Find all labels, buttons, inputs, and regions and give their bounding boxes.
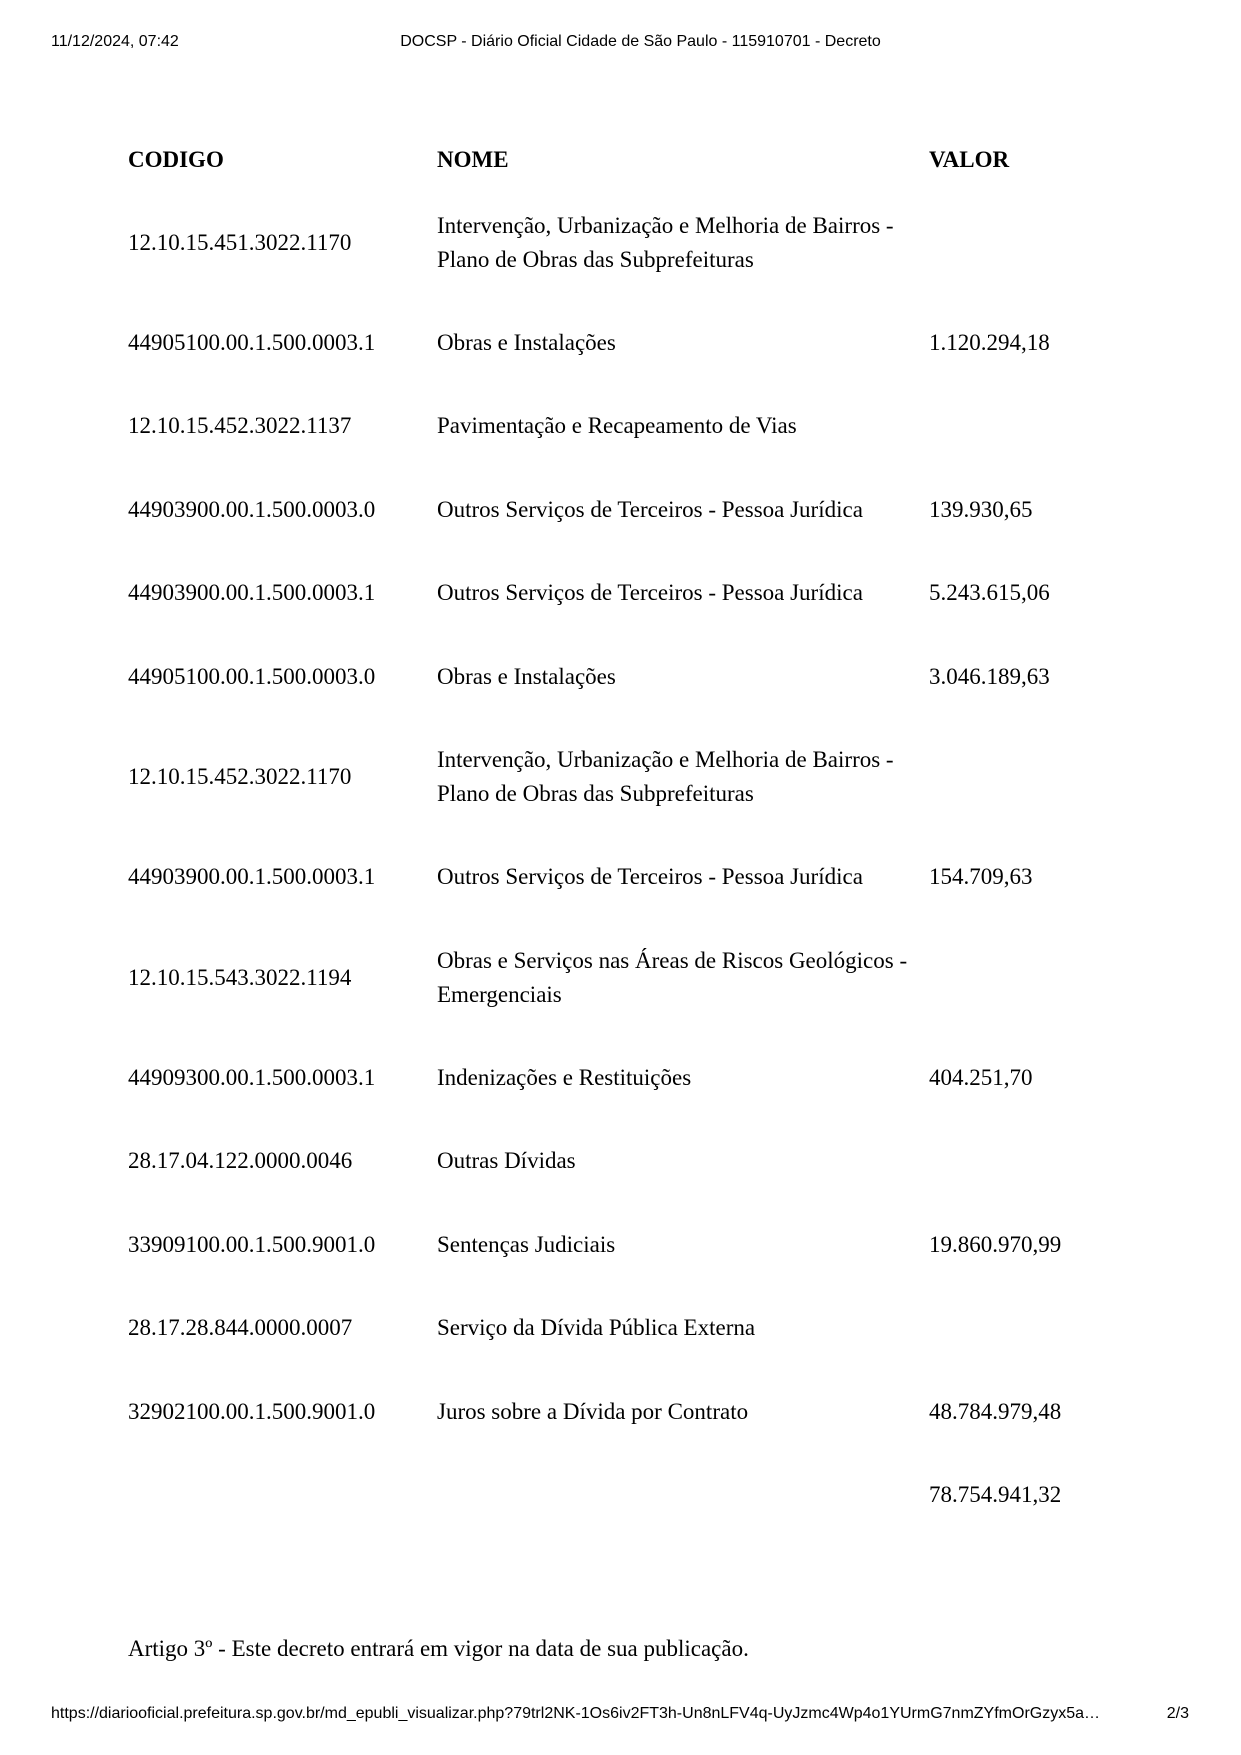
cell-name: Juros sobre a Dívida por Contrato: [437, 1398, 749, 1424]
cell-value: 19.860.970,99: [929, 1231, 1062, 1257]
table-row: [128, 301, 1108, 385]
total-value: 78.754.941,32: [929, 1482, 1062, 1508]
print-datetime: 11/12/2024, 07:42: [51, 33, 179, 50]
cell-value: [929, 919, 1108, 1036]
table-row: [128, 468, 1108, 552]
cell-value: [929, 1287, 1108, 1371]
cell-code: 33909100.00.1.500.9001.0: [128, 1231, 376, 1257]
header-codigo: CODIGO: [128, 147, 224, 172]
artigo-paragraph: Artigo 3º - Este decreto entrará em vigor na data de sua publicação.: [128, 1636, 749, 1661]
total-empty-code: [128, 1454, 437, 1538]
table-row: [128, 552, 1108, 636]
cell-value: 48.784.979,48: [929, 1398, 1062, 1424]
cell-name: Obras e Instalações: [437, 663, 616, 689]
cell-value: 1.120.294,18: [929, 329, 1050, 355]
page-number: 2/3: [1166, 1705, 1189, 1722]
header-nome: NOME: [437, 147, 509, 172]
cell-name: Outras Dívidas: [437, 1148, 576, 1174]
cell-name: Pavimentação e Recapeamento de Vias: [437, 413, 797, 439]
cell-name: Intervenção, Urbanização e Melhoria de Bairros - Plano de Obras das Subprefeituras: [437, 747, 894, 806]
cell-code: 44909300.00.1.500.0003.1: [128, 1064, 376, 1090]
table-row: [128, 1120, 1108, 1204]
cell-name: Outros Serviços de Terceiros - Pessoa Jurídica: [437, 580, 863, 606]
print-url: https://diariooficial.prefeitura.sp.gov.br/md_epubli_visualizar.php?79trl2NK-1Os6iv2FT3h-Un8nLFV4q-UyJzmc4Wp4o1YUrmG7nmZYfmOrGzyx5a…: [51, 1705, 1101, 1722]
cell-value: 5.243.615,06: [929, 580, 1050, 606]
cell-code: 28.17.04.122.0000.0046: [128, 1148, 353, 1174]
cell-value: 404.251,70: [929, 1064, 1033, 1090]
header-valor: VALOR: [929, 147, 1010, 172]
cell-code: 44903900.00.1.500.0003.1: [128, 864, 376, 890]
cell-code: 12.10.15.452.3022.1137: [128, 413, 352, 439]
table-row: [128, 719, 1108, 836]
cell-name: Obras e Instalações: [437, 329, 616, 355]
table-row: [128, 919, 1108, 1036]
cell-code: 12.10.15.543.3022.1194: [128, 964, 352, 990]
cell-code: 44903900.00.1.500.0003.1: [128, 580, 376, 606]
table-header-row: [128, 136, 1108, 184]
table-row: [128, 1203, 1108, 1287]
cell-value: [929, 385, 1108, 469]
budget-table: [128, 136, 1108, 1537]
cell-value: 3.046.189,63: [929, 663, 1050, 689]
cell-code: 28.17.28.844.0000.0007: [128, 1315, 353, 1341]
cell-code: 44905100.00.1.500.0003.1: [128, 329, 376, 355]
print-title: DOCSP - Diário Oficial Cidade de São Paulo - 115910701 - Decreto: [400, 33, 881, 50]
cell-name: Outros Serviços de Terceiros - Pessoa Jurídica: [437, 864, 863, 890]
cell-code: 32902100.00.1.500.9001.0: [128, 1398, 376, 1424]
cell-value: [929, 1120, 1108, 1204]
print-header: [0, 30, 1241, 54]
cell-name: Intervenção, Urbanização e Melhoria de Bairros - Plano de Obras das Subprefeituras: [437, 212, 894, 272]
cell-value: 139.930,65: [929, 496, 1033, 522]
cell-code: 44903900.00.1.500.0003.0: [128, 496, 376, 522]
cell-name: Obras e Serviços nas Áreas de Riscos Geológicos - Emergenciais: [437, 947, 908, 1007]
cell-name: Serviço da Dívida Pública Externa: [437, 1315, 756, 1341]
total-row: [128, 1454, 1108, 1538]
cell-code: 12.10.15.452.3022.1170: [128, 764, 352, 789]
table-body: [128, 184, 1108, 1537]
table-row: [128, 635, 1108, 719]
table-row: [128, 836, 1108, 920]
table-row: [128, 385, 1108, 469]
cell-value: 154.709,63: [929, 864, 1033, 890]
cell-name: Indenizações e Restituições: [437, 1064, 692, 1090]
cell-value: [929, 719, 1108, 836]
cell-name: Sentenças Judiciais: [437, 1231, 616, 1257]
print-footer: [0, 1702, 1241, 1726]
cell-name: Outros Serviços de Terceiros - Pessoa Jurídica: [437, 496, 863, 522]
table-row: [128, 1287, 1108, 1371]
total-empty-name: [437, 1454, 929, 1538]
cell-code: 44905100.00.1.500.0003.0: [128, 663, 376, 689]
cell-value: [929, 184, 1108, 301]
table-row: [128, 184, 1108, 301]
table-row: [128, 1370, 1108, 1454]
document-body: [128, 136, 1128, 1537]
table-row: [128, 1036, 1108, 1120]
cell-code: 12.10.15.451.3022.1170: [128, 229, 352, 255]
